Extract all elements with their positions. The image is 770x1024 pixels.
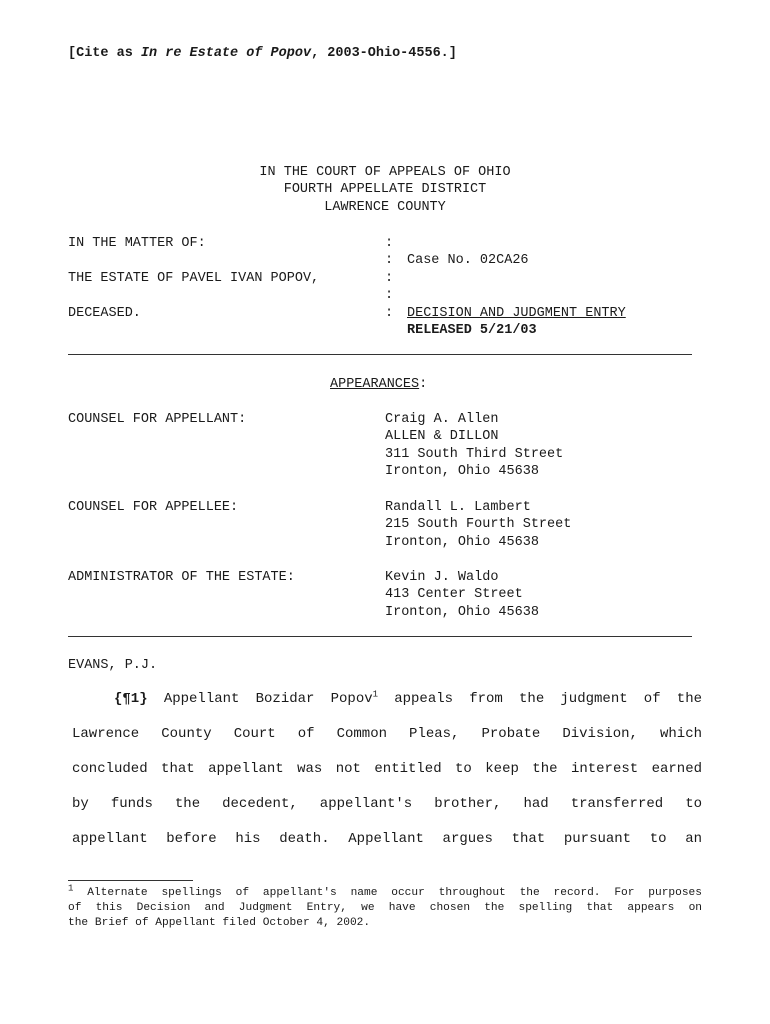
appearances-heading-text: APPEARANCES [330,377,420,392]
footnote-marker: 1 [68,883,74,894]
caption-separator: : [385,288,394,303]
citation-suffix: , 2003-Ohio-4556.] [311,46,457,61]
paragraph-line: Lawrence County Court of Common Pleas, Probate Division, which [72,726,702,742]
court-name: IN THE COURT OF APPEALS OF OHIO [259,165,511,180]
appellate-district: FOURTH APPELLATE DISTRICT [283,182,487,197]
caption-separator: : [385,253,394,268]
opinion-paragraph [72,682,702,857]
caption-separator: : [385,236,394,251]
entry-type: DECISION AND JUDGMENT ENTRY [407,306,626,321]
appellee-counsel-street: 215 South Fourth Street [385,517,572,532]
deceased-label: DECEASED. [68,306,141,321]
appellee-counsel-role: COUNSEL FOR APPELLEE: [68,500,239,515]
appellant-counsel-name: Craig A. Allen [385,412,499,427]
divider [68,354,692,355]
footnote [68,883,702,931]
citation [68,45,457,63]
appellee-counsel-name: Randall L. Lambert [385,500,531,515]
paragraph-text: appeals from the judgment of the [378,691,703,707]
opinion-author: EVANS, P.J. [68,658,158,673]
paragraph-marker: {¶1} [114,691,148,707]
caption-separator: : [385,271,394,286]
appellant-counsel-city: Ironton, Ohio 45638 [385,464,539,479]
paragraph-line: concluded that appellant was not entitled to keep the interest earned [72,761,702,777]
appellee-counsel-city: Ironton, Ohio 45638 [385,535,539,550]
release-date: RELEASED 5/21/03 [407,323,537,338]
footnote-line [68,883,702,901]
citation-case-name: In re Estate of Popov [140,46,312,61]
footnote-line: of this Decision and Judgment Entry, we have chosen the spelling that appears on [68,902,702,914]
appearances-heading [330,376,427,394]
case-number: Case No. 02CA26 [407,253,529,268]
footnote-reference[interactable]: 1 [372,689,379,700]
matter-label: IN THE MATTER OF: [68,236,206,251]
divider [68,636,692,637]
citation-prefix: [Cite as [68,46,141,61]
footnote-line: the Brief of Appellant filed October 4, 2002. [68,917,371,929]
paragraph-line: by funds the decedent, appellant's brother, had transferred to [72,796,702,812]
county: LAWRENCE COUNTY [324,200,446,215]
paragraph-line: appellant before his death. Appellant argues that pursuant to an [72,831,702,847]
appearances-heading-colon: : [419,377,428,392]
caption-separator: : [385,306,394,321]
appellant-counsel-role: COUNSEL FOR APPELLANT: [68,412,247,427]
appellant-counsel-street: 311 South Third Street [385,447,564,462]
administrator-role: ADMINISTRATOR OF THE ESTATE: [68,570,295,585]
administrator-name: Kevin J. Waldo [385,570,499,585]
appellant-counsel-firm: ALLEN & DILLON [385,429,499,444]
administrator-street: 413 Center Street [385,587,523,602]
paragraph-line [72,682,702,717]
estate-name: THE ESTATE OF PAVEL IVAN POPOV, [68,271,320,286]
footnote-divider [68,880,193,881]
administrator-city: Ironton, Ohio 45638 [385,605,539,620]
footnote-text: Alternate spellings of appellant's name occur throughout the record. For purposes [87,887,702,899]
paragraph-text: Appellant Bozidar Popov [163,691,373,707]
